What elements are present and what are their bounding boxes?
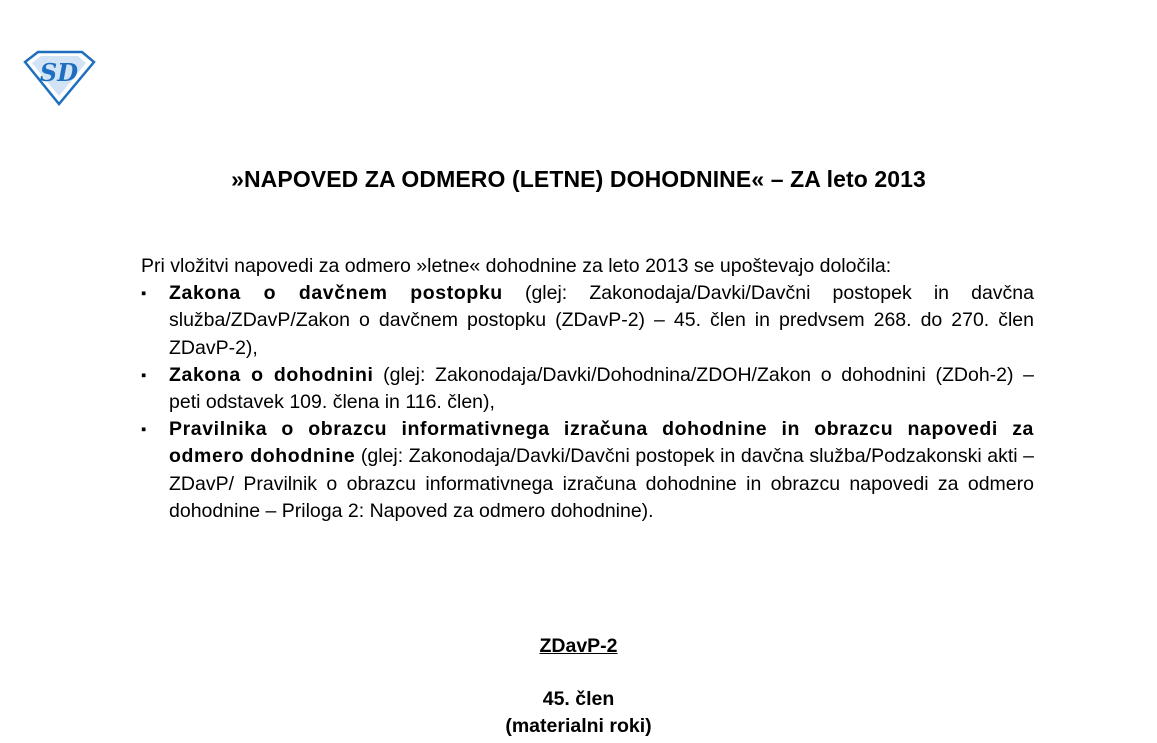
article-subtitle: (materialni roki) bbox=[505, 715, 652, 737]
law-reference: (glej: Zakonodaja/Davki/Davčni postopek in davčna služba/ZDavP/Zakon o davčnem postopku (ZDavP-2) – 45. člen in predvsem 268. do 270. člen ZDavP-2), bbox=[169, 282, 1034, 359]
sd-logo bbox=[22, 48, 96, 106]
bullet-icon: ▪ bbox=[141, 285, 147, 303]
bullet-icon: ▪ bbox=[141, 366, 147, 384]
law-name: Zakona o dohodnini bbox=[169, 363, 374, 386]
intro-paragraph: Pri vložitvi napovedi za odmero »letne« dohodnine za leto 2013 se upoštevajo določila: bbox=[141, 255, 892, 277]
logo-lettering: SD bbox=[39, 58, 79, 87]
law-name: Pravilnika o obrazcu informativnega izračuna dohodnine in obrazcu napovedi za odmero dohodnine bbox=[169, 418, 1034, 468]
law-reference: (glej: Zakonodaja/Davki/Dohodnina/ZDOH/Zakon o dohodnini (ZDoh-2) – peti odstavek 109. člena in 116. člen), bbox=[169, 363, 1034, 414]
document-title: »NAPOVED ZA ODMERO (LETNE) DOHODNINE« – ZA leto 2013 bbox=[231, 166, 926, 192]
section-heading: ZDavP-2 bbox=[539, 635, 618, 657]
bullet-list bbox=[141, 280, 1034, 525]
article-number: 45. člen bbox=[542, 688, 615, 710]
sd-logo-icon bbox=[22, 48, 96, 106]
law-reference: (glej: Zakonodaja/Davki/Davčni postopek in davčna služba/Podzakonski akti – ZDavP/ Pravilnik o obrazcu informativnega izračuna dohodnine in obrazcu napovedi za odmero dohodnine – Priloga 2: Napoved za odmero dohodnine). bbox=[169, 445, 1034, 522]
law-name: Zakona o davčnem postopku bbox=[169, 282, 503, 305]
list-item bbox=[141, 416, 1034, 525]
bullet-icon: ▪ bbox=[141, 421, 147, 439]
document-body bbox=[141, 253, 1034, 525]
list-item bbox=[141, 280, 1034, 362]
list-item bbox=[141, 362, 1034, 416]
